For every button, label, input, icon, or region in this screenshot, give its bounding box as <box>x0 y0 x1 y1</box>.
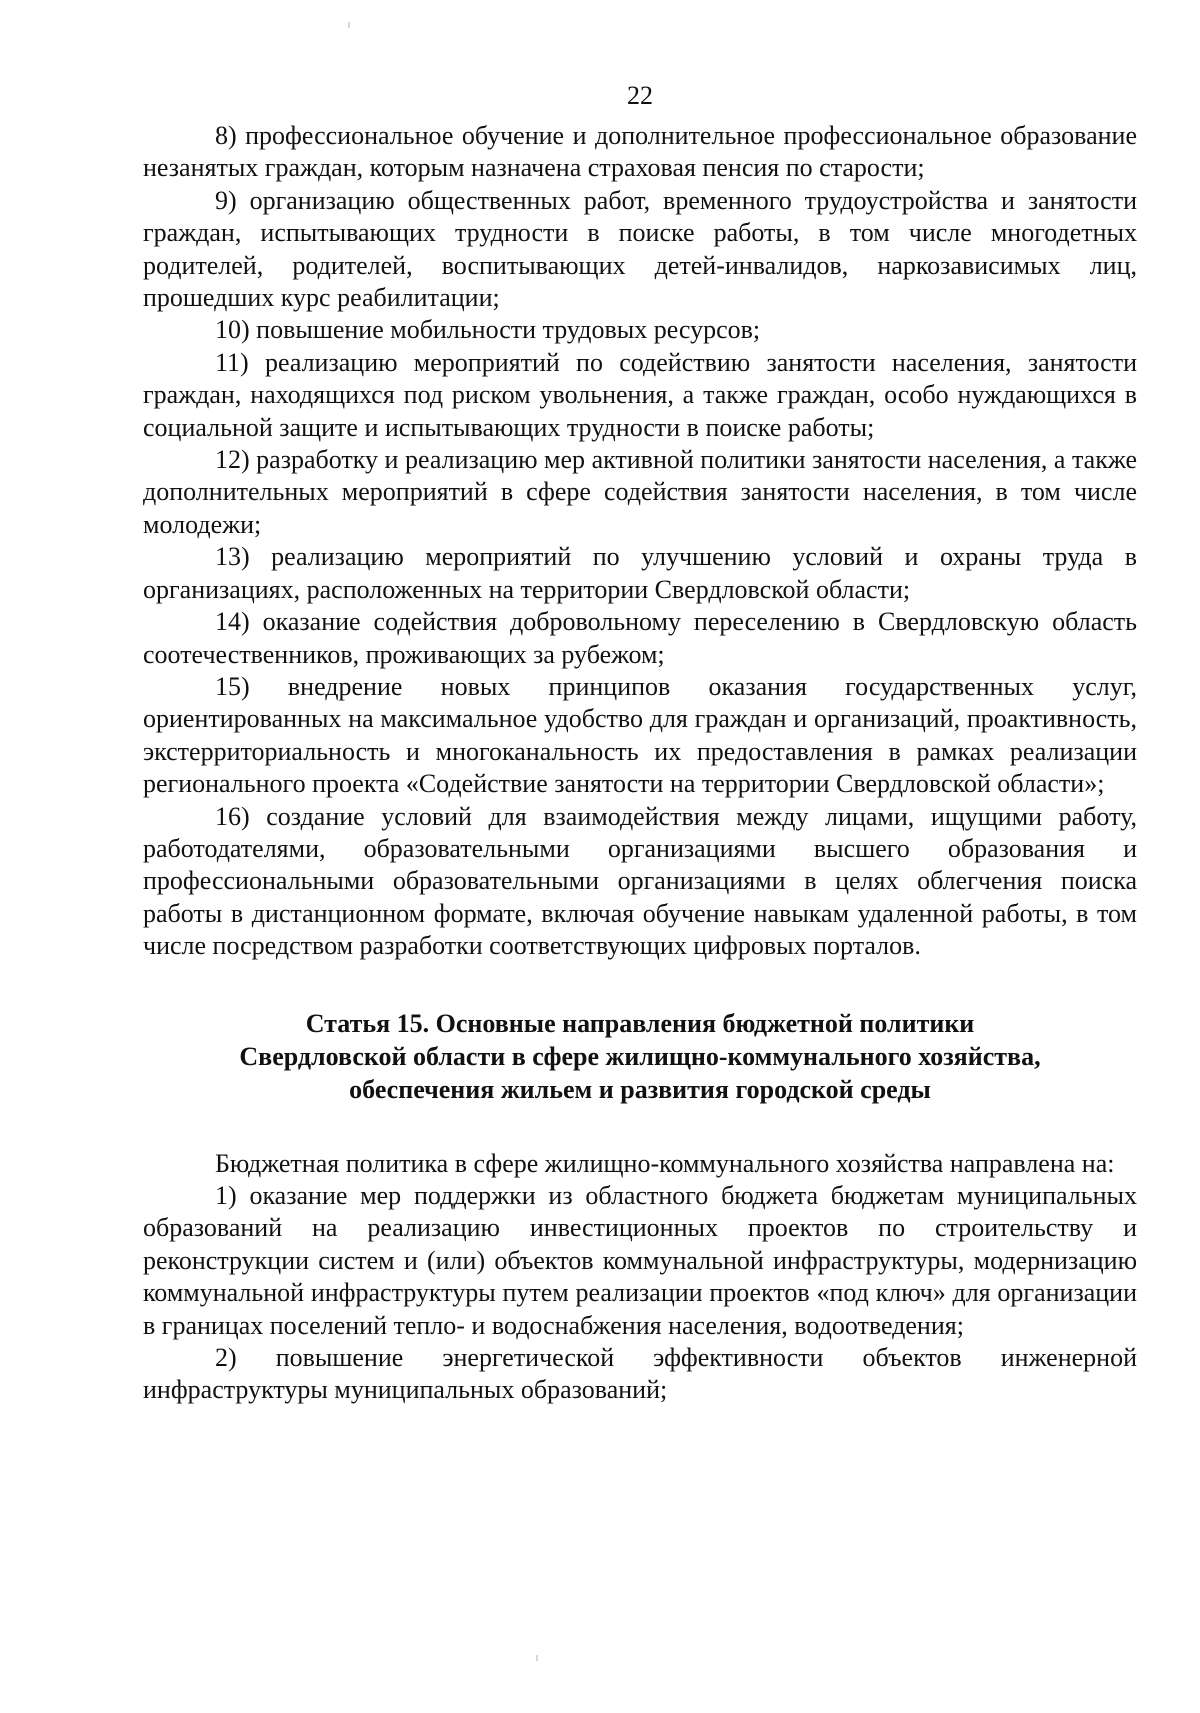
list-before-article <box>143 120 1137 963</box>
list-item-15: 15) внедрение новых принципов оказания государственных услуг, ориентированных на максимальное удобство для граждан и организаций, проактивность, экстерриториальность и многоканальность их предоставления в рамках реализации регионального проекта «Содействие занятости на территории Свердловской области»; <box>143 671 1137 799</box>
list-item-13: 13) реализацию мероприятий по улучшению условий и охраны труда в организациях, расположенных на территории Свердловской области; <box>143 542 1137 604</box>
list-item-12: 12) разработку и реализацию мер активной политики занятости населения, а также дополнительных мероприятий в сфере содействия занятости населения, в том числе молодежи; <box>143 445 1137 539</box>
article-heading-line-1: Статья 15. Основные направления бюджетной политики <box>305 1008 975 1038</box>
scan-speck-top <box>348 22 350 28</box>
article-heading-line-2: Свердловской области в сфере жилищно-коммунального хозяйства, <box>239 1041 1041 1071</box>
article-intro: Бюджетная политика в сфере жилищно-коммунального хозяйства направлена на: <box>215 1148 1115 1178</box>
list-item-10: 10) повышение мобильности трудовых ресурсов; <box>215 315 761 345</box>
article-body <box>143 1148 1137 1407</box>
section-spacer <box>143 1106 1137 1148</box>
article-item-2: 2) повышение энергетической эффективности объектов инженерной инфраструктуры муниципальных образований; <box>143 1343 1137 1405</box>
list-item-16: 16) создание условий для взаимодействия между лицами, ищущими работу, работодателями, образовательными организациями высшего образования и профессиональными образовательными организациями в целях облегчения поиска работы в дистанционном формате, включая обучение навыкам удаленной работы, в том числе посредством разработки соответствующих цифровых порталов. <box>143 801 1137 961</box>
article-heading <box>143 1007 1137 1106</box>
page-number: 22 <box>627 81 653 110</box>
article-heading-line-3: обеспечения жильем и развития городской среды <box>349 1074 931 1104</box>
article-item-1: 1) оказание мер поддержки из областного бюджета бюджетам муниципальных образований на реализацию инвестиционных проектов по строительству и реконструкции систем и (или) объектов коммунальной инфраструктуры, модернизацию коммунальной инфраструктуры путем реализации проектов «под ключ» для организации в границах поселений тепло- и водоснабжения населения, водоотведения; <box>143 1180 1137 1340</box>
scan-speck-bottom <box>536 1655 538 1661</box>
list-item-9: 9) организацию общественных работ, временного трудоустройства и занятости граждан, испытывающих трудности в поиске работы, в том числе многодетных родителей, родителей, воспитывающих детей-инвалидов, наркозависимых лиц, прошедших курс реабилитации; <box>143 185 1137 313</box>
document-page <box>143 80 1137 1407</box>
list-item-14: 14) оказание содействия добровольному переселению в Свердловскую область соотечественников, проживающих за рубежом; <box>143 607 1137 669</box>
list-item-11: 11) реализацию мероприятий по содействию занятости населения, занятости граждан, находящихся под риском увольнения, а также граждан, особо нуждающихся в социальной защите и испытывающих трудности в поиске работы; <box>143 347 1137 442</box>
list-item-8: 8) профессиональное обучение и дополнительное профессиональное образование незанятых граждан, которым назначена страховая пенсия по старости; <box>143 121 1137 183</box>
